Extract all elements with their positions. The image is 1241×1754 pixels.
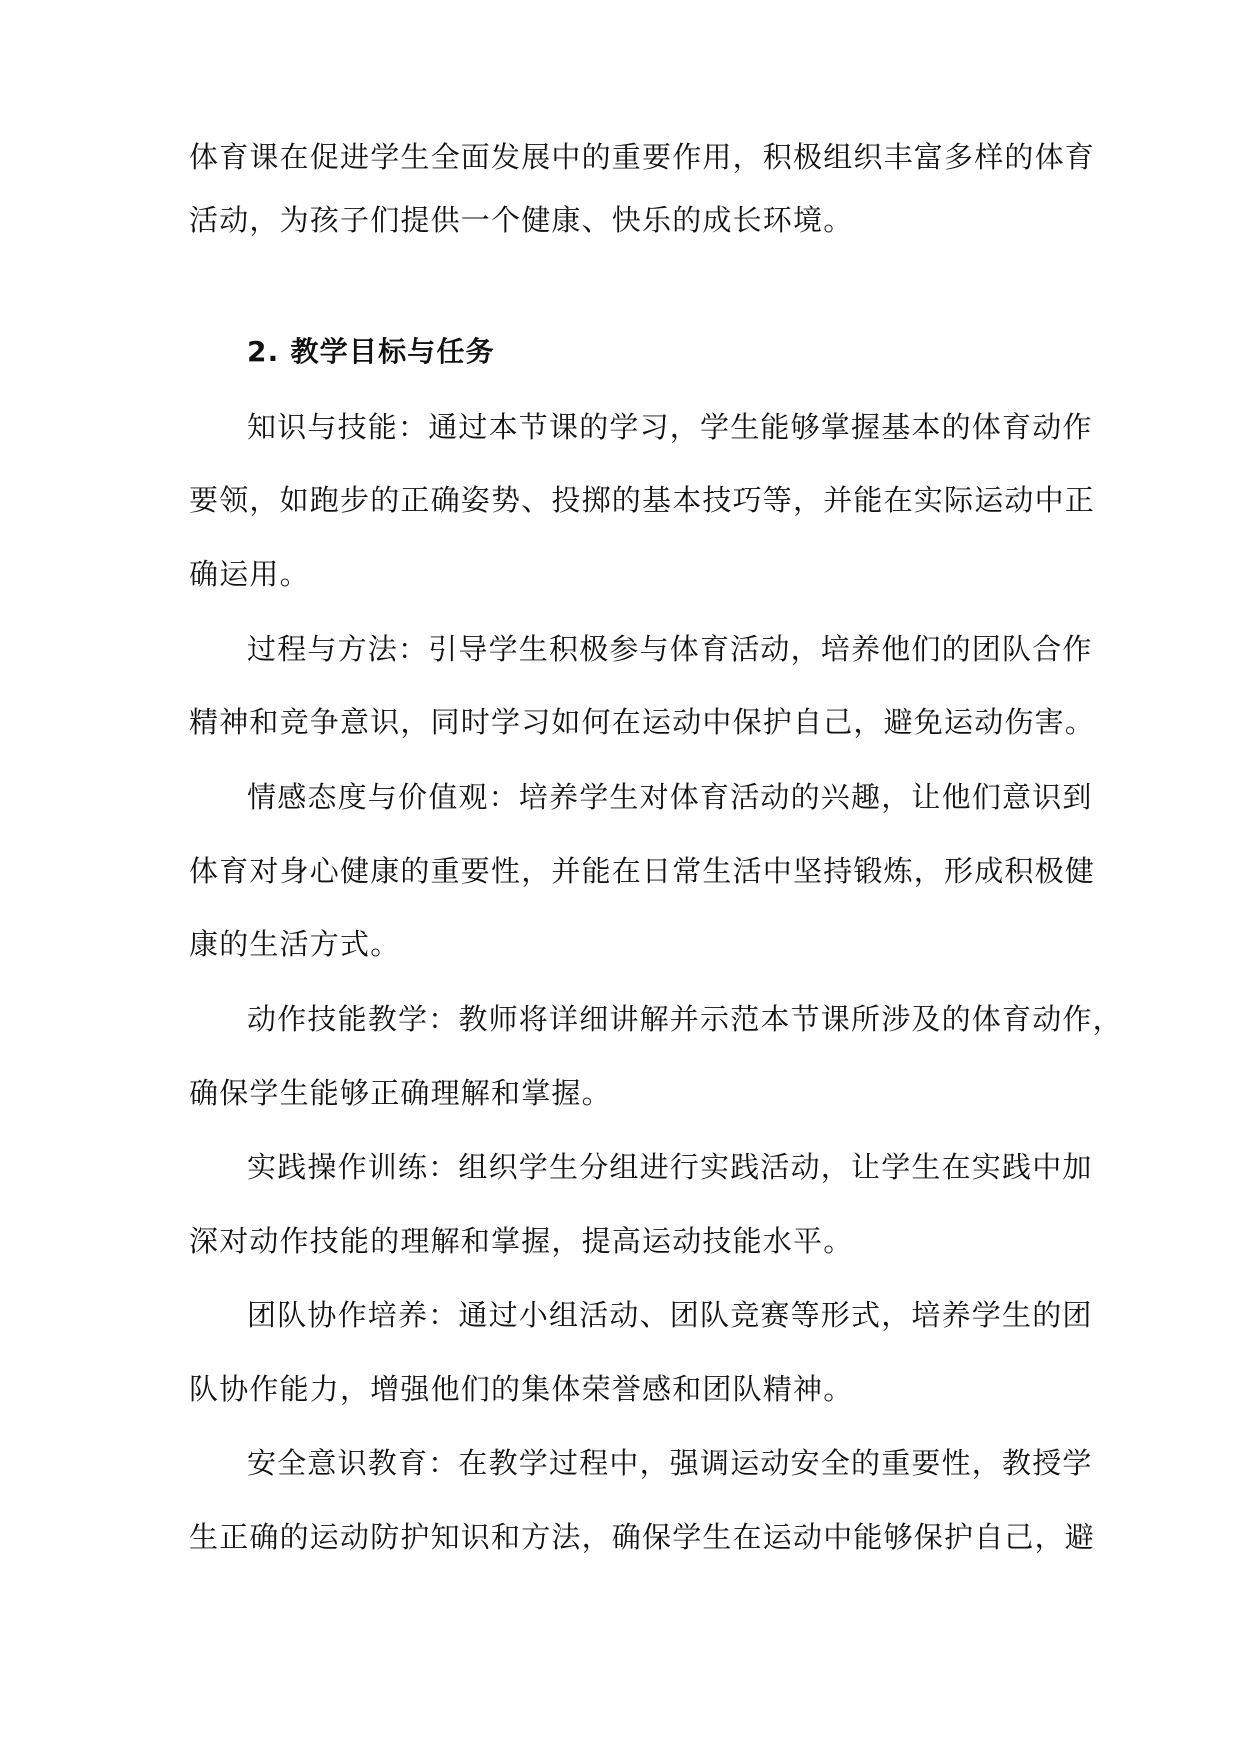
body-text-line: 活动，为孩子们提供一个健康、快乐的成长环境。 (189, 203, 854, 237)
body-text-line: 确保学生能够正确理解和掌握。 (189, 1076, 612, 1110)
body-text-line: 精神和竞争意识，同时学习如何在运动中保护自己，避免运动伤害。 (189, 705, 1096, 739)
body-text-line: 情感态度与价值观：培养学生对体育活动的兴趣，让他们意识到 (247, 780, 1093, 814)
body-text-line: 深对动作技能的理解和掌握，提高运动技能水平。 (189, 1224, 854, 1258)
body-text-line: 要领，如跑步的正确姿势、投掷的基本技巧等，并能在实际运动中正 (189, 483, 1096, 517)
body-text-line: 体育对身心健康的重要性，并能在日常生活中坚持锻炼，形成积极健 (189, 854, 1096, 888)
body-text-line: 康的生活方式。 (189, 927, 401, 961)
section-heading: 2. 教学目标与任务 (247, 335, 495, 368)
body-text-line: 动作技能教学：教师将详细讲解并示范本节课所涉及的体育动作， (247, 1002, 1123, 1036)
body-text-line: 团队协作培养：通过小组活动、团队竞赛等形式，培养学生的团 (247, 1298, 1093, 1332)
body-text-line: 生正确的运动防护知识和方法，确保学生在运动中能够保护自己，避 (189, 1520, 1096, 1554)
body-text-line: 安全意识教育：在教学过程中，强调运动安全的重要性，教授学 (247, 1446, 1093, 1480)
body-text-line: 实践操作训练：组织学生分组进行实践活动，让学生在实践中加 (247, 1150, 1093, 1184)
body-text-line: 知识与技能：通过本节课的学习，学生能够掌握基本的体育动作 (247, 410, 1093, 444)
body-text-line: 体育课在促进学生全面发展中的重要作用，积极组织丰富多样的体育 (189, 140, 1096, 174)
body-text-line: 确运用。 (189, 557, 310, 591)
body-text-line: 队协作能力，增强他们的集体荣誉感和团队精神。 (189, 1372, 854, 1406)
body-text-line: 过程与方法：引导学生积极参与体育活动，培养他们的团队合作 (247, 632, 1093, 666)
